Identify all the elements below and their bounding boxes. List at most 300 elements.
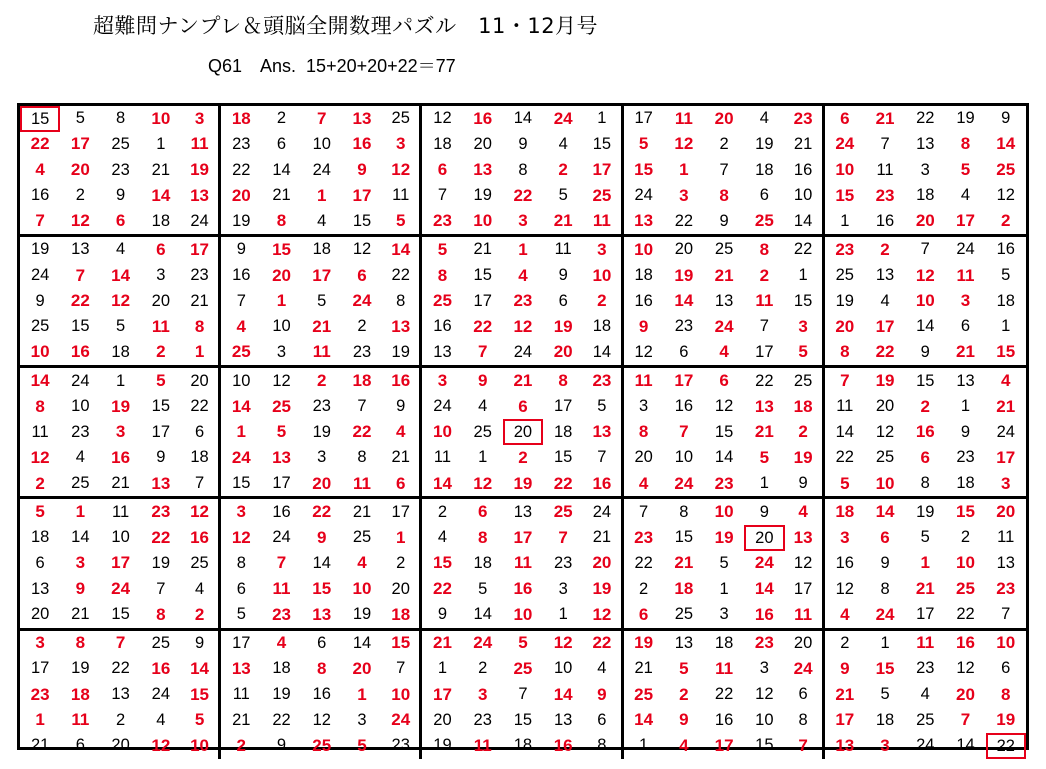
cell-value: 22 <box>634 553 653 572</box>
cell-value: 16 <box>513 579 533 599</box>
cell-value: 25 <box>674 605 694 624</box>
cell-value: 23 <box>714 473 734 493</box>
grid-cell <box>865 631 905 657</box>
grid-cell <box>704 602 744 628</box>
grid-cell <box>422 183 462 209</box>
cell-value: 19 <box>433 736 452 755</box>
cell-value: 10 <box>30 342 50 362</box>
grid-cell <box>100 157 140 183</box>
grid-cell <box>583 183 623 209</box>
grid-cell <box>342 471 382 497</box>
grid-cell <box>181 445 221 471</box>
grid-cell <box>744 394 784 420</box>
grid-cell <box>905 314 945 340</box>
grid-cell <box>302 471 342 497</box>
cell-value: 7 <box>35 211 45 231</box>
grid-cell <box>744 314 784 340</box>
grid-cell <box>704 576 744 602</box>
grid-cell <box>141 209 181 235</box>
cell-value: 23 <box>553 553 573 572</box>
grid-cell <box>503 602 543 628</box>
grid-cell <box>422 576 462 602</box>
cell-value: 22 <box>352 422 372 442</box>
grid-cell <box>100 368 140 394</box>
grid-cell <box>664 340 704 366</box>
cell-value: 19 <box>71 659 90 678</box>
cell-value: 2 <box>396 553 406 572</box>
grid-cell <box>20 288 60 314</box>
cell-value: 6 <box>679 342 689 361</box>
cell-value: 3 <box>437 371 448 391</box>
grid-cell <box>986 314 1026 340</box>
cell-value: 23 <box>352 342 372 361</box>
cell-value: 11 <box>433 448 452 467</box>
cell-value: 3 <box>880 735 890 755</box>
grid-cell <box>382 445 422 471</box>
cell-value: 13 <box>111 685 130 704</box>
cell-value: 16 <box>553 735 573 755</box>
grid-cell <box>503 132 543 158</box>
cell-value: 23 <box>71 422 90 441</box>
grid-cell <box>382 314 422 340</box>
grid-cell <box>20 445 60 471</box>
grid-cell <box>261 656 301 682</box>
cell-value: 3 <box>920 160 930 179</box>
cell-value: 24 <box>754 553 774 573</box>
grid-cell <box>784 682 824 708</box>
cell-value: 7 <box>639 502 649 521</box>
cell-value: 20 <box>272 265 291 285</box>
cell-value: 25 <box>272 396 291 416</box>
cell-value: 9 <box>840 658 850 678</box>
cell-value: 19 <box>592 579 612 599</box>
grid-cell <box>382 420 422 446</box>
cell-value: 17 <box>433 684 452 704</box>
cell-value: 25 <box>754 211 774 231</box>
cell-value: 4 <box>880 291 890 310</box>
grid-cell <box>664 157 704 183</box>
cell-value: 17 <box>111 553 131 573</box>
cell-value: 12 <box>835 579 854 598</box>
grid-cell <box>704 445 744 471</box>
grid-cell <box>865 394 905 420</box>
grid-cell <box>664 551 704 577</box>
grid-cell <box>704 183 744 209</box>
cell-value: 1 <box>597 109 607 128</box>
cell-value: 6 <box>518 396 528 416</box>
cell-value: 20 <box>433 710 452 729</box>
cell-value: 21 <box>634 659 653 678</box>
cell-value: 22 <box>755 371 774 390</box>
cell-value: 7 <box>558 527 568 547</box>
cell-value: 10 <box>151 108 171 128</box>
cell-value: 24 <box>190 211 209 230</box>
grid-cell <box>784 106 824 132</box>
grid-cell <box>141 340 181 366</box>
grid-cell <box>141 368 181 394</box>
cell-value: 12 <box>190 502 210 522</box>
cell-value: 9 <box>194 633 205 652</box>
cell-value: 19 <box>553 316 573 336</box>
cell-value: 6 <box>798 685 808 704</box>
grid-cell <box>905 682 945 708</box>
grid-cell <box>60 499 100 525</box>
grid-row <box>20 157 1026 183</box>
cell-value: 1 <box>317 185 327 205</box>
cell-value: 23 <box>30 684 50 704</box>
grid-cell <box>60 183 100 209</box>
grid-cell <box>865 525 905 551</box>
cell-value: 15 <box>20 106 60 132</box>
cell-value: 17 <box>634 109 653 128</box>
grid-row <box>20 340 1026 369</box>
grid-cell <box>583 525 623 551</box>
grid-cell <box>704 707 744 733</box>
grid-cell <box>141 132 181 158</box>
cell-value: 14 <box>714 448 734 467</box>
cell-value: 13 <box>312 604 332 624</box>
cell-value: 5 <box>194 710 205 730</box>
grid-cell <box>583 132 623 158</box>
grid-cell <box>945 288 985 314</box>
grid-cell <box>181 106 221 132</box>
grid-cell <box>624 183 664 209</box>
grid-cell <box>463 237 503 263</box>
grid-cell <box>261 183 301 209</box>
cell-value: 15 <box>433 553 452 573</box>
grid-cell <box>664 707 704 733</box>
grid-cell <box>986 263 1026 289</box>
cell-value: 14 <box>916 317 935 336</box>
grid-cell <box>986 288 1026 314</box>
grid-cell <box>905 394 945 420</box>
grid-cell <box>784 445 824 471</box>
grid-cell <box>261 237 301 263</box>
cell-value: 14 <box>553 684 573 704</box>
cell-value: 3 <box>276 342 287 361</box>
cell-value: 10 <box>915 291 935 311</box>
cell-value: 13 <box>513 502 533 521</box>
cell-value: 16 <box>352 134 372 154</box>
cell-value: 22 <box>190 397 209 416</box>
cell-value: 11 <box>190 134 209 154</box>
cell-value: 8 <box>597 736 607 755</box>
grid-cell <box>986 551 1026 577</box>
cell-value: 16 <box>793 160 813 179</box>
grid-cell <box>221 602 261 628</box>
cell-value: 19 <box>674 265 694 285</box>
grid-cell <box>784 368 824 394</box>
grid-cell <box>463 631 503 657</box>
grid-cell <box>744 368 784 394</box>
cell-value: 13 <box>916 134 935 153</box>
grid-cell <box>221 551 261 577</box>
grid-cell <box>382 631 422 657</box>
grid-cell <box>100 263 140 289</box>
cell-value: 10 <box>71 397 90 416</box>
grid-cell <box>865 263 905 289</box>
grid-cell <box>865 733 905 759</box>
grid-cell <box>945 602 985 628</box>
grid-cell <box>825 106 865 132</box>
cell-value: 18 <box>70 684 90 704</box>
grid-cell <box>422 631 462 657</box>
grid-cell <box>543 106 583 132</box>
cell-value: 15 <box>312 579 332 599</box>
grid-cell <box>181 420 221 446</box>
grid-cell <box>20 682 60 708</box>
cell-value: 3 <box>317 448 327 467</box>
grid-cell <box>945 656 985 682</box>
grid-cell <box>60 631 100 657</box>
grid-cell <box>261 157 301 183</box>
cell-value: 22 <box>916 109 935 128</box>
cell-value: 14 <box>473 605 492 624</box>
grid-row <box>20 707 1026 733</box>
grid-cell <box>463 682 503 708</box>
cell-value: 22 <box>553 473 573 493</box>
grid-cell <box>463 157 503 183</box>
grid-cell <box>664 106 704 132</box>
cell-value: 5 <box>156 371 166 391</box>
grid-cell <box>986 602 1026 628</box>
cell-value: 15 <box>190 684 210 704</box>
grid-cell <box>624 471 664 497</box>
grid-cell <box>905 602 945 628</box>
cell-value: 13 <box>391 316 411 336</box>
grid-cell <box>704 733 744 759</box>
cell-value: 19 <box>755 134 774 153</box>
cell-value: 2 <box>115 710 126 729</box>
grid-cell <box>342 340 382 366</box>
cell-value: 7 <box>960 710 971 730</box>
cell-value: 12 <box>30 447 50 467</box>
grid-cell <box>20 525 60 551</box>
grid-cell <box>704 394 744 420</box>
grid-cell <box>624 340 664 366</box>
grid-cell <box>624 237 664 263</box>
grid-cell <box>221 576 261 602</box>
cell-value: 4 <box>840 604 850 624</box>
cell-value: 6 <box>437 160 448 180</box>
cell-value: 12 <box>553 633 573 653</box>
cell-value: 10 <box>634 239 654 259</box>
cell-value: 23 <box>391 736 410 755</box>
cell-value: 19 <box>956 109 975 128</box>
grid-cell <box>503 288 543 314</box>
cell-value: 5 <box>679 658 689 678</box>
cell-value: 17 <box>151 422 170 441</box>
grid-cell <box>422 157 462 183</box>
cell-value: 13 <box>433 342 452 361</box>
cell-value: 19 <box>996 710 1016 730</box>
cell-value: 1 <box>679 160 689 180</box>
cell-value: 8 <box>679 502 689 521</box>
grid-cell <box>503 340 543 366</box>
cell-value: 4 <box>115 240 126 259</box>
highlighted-cell <box>744 525 784 551</box>
grid-cell <box>261 445 301 471</box>
grid-cell <box>905 368 945 394</box>
grid-cell <box>181 471 221 497</box>
cell-value: 7 <box>518 685 528 704</box>
cell-value: 21 <box>352 502 372 521</box>
grid-cell <box>141 631 181 657</box>
grid-cell <box>825 288 865 314</box>
cell-value: 6 <box>317 633 327 652</box>
grid-cell <box>744 576 784 602</box>
grid-cell <box>181 682 221 708</box>
cell-value: 17 <box>674 371 694 391</box>
cell-value: 19 <box>875 371 895 391</box>
cell-value: 12 <box>592 604 612 624</box>
cell-value: 21 <box>473 240 492 259</box>
cell-value: 11 <box>232 685 250 704</box>
grid-cell <box>784 733 824 759</box>
grid-cell <box>141 733 181 759</box>
cell-value: 6 <box>115 211 126 231</box>
cell-value: 21 <box>996 396 1016 416</box>
cell-value: 17 <box>793 579 813 598</box>
cell-value: 9 <box>115 186 126 205</box>
cell-value: 3 <box>115 422 126 442</box>
cell-value: 20 <box>592 553 612 573</box>
cell-value: 25 <box>875 448 895 467</box>
grid-cell <box>583 707 623 733</box>
cell-value: 2 <box>437 502 448 521</box>
grid-cell <box>60 368 100 394</box>
grid-cell <box>422 368 462 394</box>
grid-row <box>20 656 1026 682</box>
cell-value: 19 <box>714 527 734 547</box>
grid-cell <box>503 445 543 471</box>
grid-cell <box>986 420 1026 446</box>
grid-cell <box>382 525 422 551</box>
grid-cell <box>261 340 301 366</box>
cell-value: 15 <box>592 134 612 153</box>
grid-cell <box>945 340 985 366</box>
cell-value: 5 <box>798 342 808 362</box>
grid-cell <box>744 288 784 314</box>
cell-value: 24 <box>151 685 170 704</box>
grid-cell <box>20 420 60 446</box>
grid-cell <box>664 525 704 551</box>
grid-cell <box>704 132 744 158</box>
grid-cell <box>141 183 181 209</box>
grid-cell <box>60 445 100 471</box>
cell-value: 17 <box>996 447 1016 467</box>
cell-value: 7 <box>759 317 769 336</box>
grid-cell <box>382 237 422 263</box>
grid-cell <box>744 471 784 497</box>
cell-value: 1 <box>1001 317 1011 336</box>
grid-cell <box>624 707 664 733</box>
cell-value: 4 <box>156 710 166 729</box>
cell-value: 8 <box>276 211 287 231</box>
grid-cell <box>543 682 583 708</box>
cell-value: 22 <box>835 448 854 467</box>
grid-row <box>20 263 1026 289</box>
grid-cell <box>543 499 583 525</box>
grid-cell <box>825 445 865 471</box>
cell-value: 2 <box>276 109 287 128</box>
cell-value: 16 <box>70 342 90 362</box>
cell-value: 9 <box>719 211 729 230</box>
grid-cell <box>463 576 503 602</box>
cell-value: 3 <box>639 397 649 416</box>
grid-cell <box>543 237 583 263</box>
cell-value: 8 <box>236 553 246 572</box>
cell-value: 16 <box>835 553 854 572</box>
cell-value: 23 <box>875 185 895 205</box>
grid-cell <box>704 209 744 235</box>
cell-value: 5 <box>115 317 126 336</box>
cell-value: 9 <box>597 684 607 704</box>
grid-cell <box>100 314 140 340</box>
grid-cell <box>342 209 382 235</box>
grid-cell <box>261 471 301 497</box>
cell-value: 21 <box>433 633 452 653</box>
grid-cell <box>60 157 100 183</box>
cell-value: 8 <box>437 265 448 285</box>
grid-cell <box>141 157 181 183</box>
grid-cell <box>221 314 261 340</box>
grid-cell <box>382 471 422 497</box>
grid-cell <box>503 394 543 420</box>
grid-cell <box>986 183 1026 209</box>
grid-cell <box>422 551 462 577</box>
cell-value: 2 <box>317 371 327 391</box>
cell-value: 14 <box>111 265 131 285</box>
grid-cell <box>664 263 704 289</box>
grid-cell <box>865 682 905 708</box>
grid-cell <box>422 132 462 158</box>
cell-value: 8 <box>115 109 126 128</box>
cell-value: 3 <box>75 553 86 573</box>
grid-cell <box>825 471 865 497</box>
grid-cell <box>221 420 261 446</box>
grid-cell <box>463 551 503 577</box>
cell-value: 22 <box>674 211 694 230</box>
cell-value: 2 <box>518 447 528 467</box>
grid-cell <box>503 471 543 497</box>
cell-value: 2 <box>639 579 649 598</box>
grid-cell <box>664 499 704 525</box>
cell-value: 9 <box>437 605 448 624</box>
cell-value: 25 <box>553 502 573 522</box>
cell-value: 12 <box>111 291 131 311</box>
grid-cell <box>503 263 543 289</box>
cell-value: 4 <box>317 211 327 230</box>
cell-value: 11 <box>554 240 572 259</box>
grid-cell <box>20 340 60 366</box>
grid-cell <box>945 368 985 394</box>
grid-cell <box>463 106 503 132</box>
cell-value: 9 <box>638 316 649 336</box>
grid-cell <box>60 420 100 446</box>
cell-value: 15 <box>714 422 734 441</box>
cell-value: 13 <box>996 553 1015 572</box>
cell-value: 7 <box>920 240 930 259</box>
cell-value: 14 <box>352 633 372 652</box>
cell-value: 13 <box>754 396 774 416</box>
grid-cell <box>624 314 664 340</box>
cell-value: 24 <box>352 291 372 311</box>
grid-cell <box>261 733 301 759</box>
grid-cell <box>221 288 261 314</box>
cell-value: 25 <box>312 735 332 755</box>
grid-cell <box>784 656 824 682</box>
